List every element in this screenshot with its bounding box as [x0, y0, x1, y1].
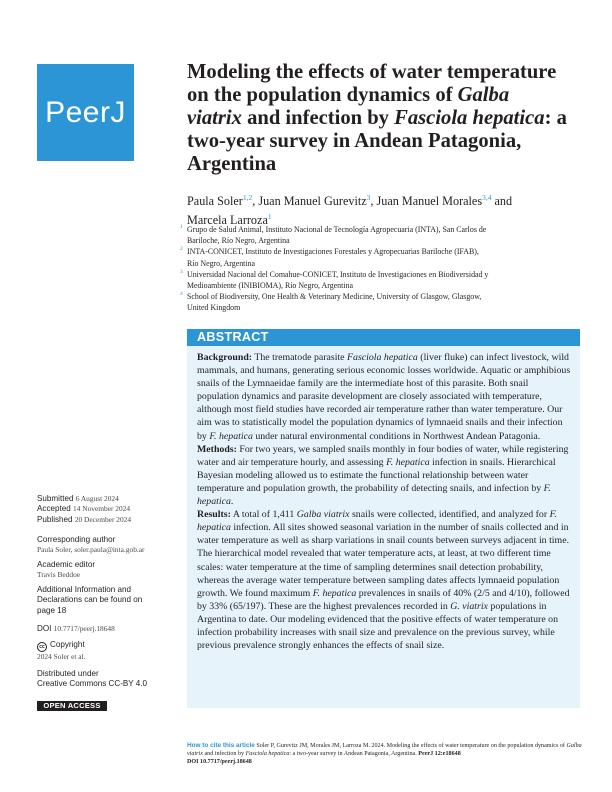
- paper-title: Modeling the effects of water temperature on the population dynamics of Galba viatrix and infection by Fasciola hepatica: a two-year survey in Andean Patagonia, Argentina: [187, 61, 567, 175]
- citation: How to cite this article Soler P, Gurevitz JM, Morales JM, Larroza M. 2024. Modeling the effects of water temperature on the population dynamics of Galba viatrix and infection by Fasciola hepatica: a two-year survey in Andean Patagonia, Argentina. PeerJ 12:e18648 DOI 10.7717/peerj.18648: [187, 742, 582, 766]
- author-link[interactable]: Paula Soler$^{1,2}$: [187, 193, 253, 209]
- license-link[interactable]: Creative Commons CC-BY 4.0: [37, 679, 148, 689]
- abstract-body: [187, 346, 580, 708]
- license: Distributed under Creative Commons CC-BY 4.0: [37, 669, 177, 690]
- abstract-methods: Methods: For two years, we sampled snails monthly in four bodies of water, while registering water and air temperature hourly, and assessing F. hepatica infection in snails. Hierarchical Bayesian modeling allowed us to estimate the functional relationship between water temperature and population growth, the probability of detecting snails, and infection by F. hepatica.: [197, 443, 569, 508]
- corresponding-author: Corresponding author Paula Soler, soler.paula@inta.gob.ar: [37, 535, 177, 556]
- corresponding-email[interactable]: Paula Soler, soler.paula@inta.gob.ar: [37, 545, 145, 555]
- affiliation-item: 4 School of Biodiversity, One Health & Veterinary Medicine, University of Glasgow, Glasgow, United Kingdom: [180, 291, 482, 313]
- academic-editor: Academic editor Travis Beddoe: [37, 560, 96, 580]
- open-access-badge: OPEN ACCESS: [37, 701, 107, 711]
- logo-text: PeerJ: [45, 95, 126, 129]
- author-link[interactable]: Juan Manuel Gurevitz$^3$: [258, 193, 371, 209]
- author-list: Paula Soler$^{1,2}$, Juan Manuel Gurevitz$^3$, Juan Manuel Morales$^{3,4}$ and Marcela Larroza$^1$: [187, 193, 513, 228]
- abstract-results: Results: A total of 1,411 Galba viatrix snails were collected, identified, and analyzed for F. hepatica infection. All sites showed seasonal variation in the number of snails collected and in water temperature as well as sharp variations in snail counts between surveys adjacent in time. The hierarchical model revealed that water temperature acts, at least, at two different time scales: water temperature at the time of sampling determines snail detection probability, whereas the average water temperature between sampling dates affects lymnaeid population growth. We found maximum F. hepatica prevalences in snails of 40% (2/5 and 4/10), followed by 33% (65/197). These are the highest prevalences recorded in G. viatrix populations in Argentina to date. Our modeling evidenced that the positive effects of water temperature on infection probability increases with snail size and prevalence on the previous survey, while previous prevalence strongly enhances the effects of snail size.: [197, 509, 570, 652]
- doi: DOI 10.7717/peerj.18648: [37, 624, 115, 633]
- citation-doi[interactable]: DOI 10.7717/peerj.18648: [187, 759, 252, 766]
- affiliation-item: 1 Grupo de Salud Animal, Instituto Nacional de Tecnología Agropecuaria (INTA), San Carlos de Bariloche, Río Negro, Argentina: [180, 224, 487, 246]
- doi-link[interactable]: 10.7717/peerj.18648: [53, 624, 115, 633]
- abstract-heading: ABSTRACT: [187, 329, 580, 346]
- author-link[interactable]: Marcela Larroza$^1$: [187, 212, 272, 228]
- additional-info[interactable]: Additional Information and Declarations can be found on page 18: [37, 585, 143, 615]
- abstract-background: Background: The trematode parasite Fasciola hepatica (liver fluke) can infect livestock, wild mammals, and humans, generating serious economic losses worldwide. Aquatic or amphibious snails of the Lymnaeidae family are the intermediate host of this parasite. Both snail population dynamics and parasite development are closely associated with temperature, although most field studies have recorded air temperature rather than water temperature. Our aim was to statistically model the population dynamics of lymnaeid snails and their infection by F. hepatica under natural environmental conditions in Northwest Andean Patagonia.: [197, 352, 571, 442]
- copyright: cc Copyright 2024 Soler et al.: [37, 640, 86, 661]
- creative-commons-icon: cc: [37, 642, 47, 652]
- submission-dates: Submitted 6 August 2024 Accepted 14 November 2024 Published 20 December 2024: [37, 494, 132, 524]
- affiliations: [180, 224, 585, 314]
- peerj-logo: [37, 64, 134, 161]
- affiliation-item: 3 Universidad Nacional del Comahue-CONICET, Instituto de Investigaciones en Biodiversidad y Medioambiente (INIBIOMA), Río Negro, Argentina: [180, 268, 489, 291]
- author-link[interactable]: Juan Manuel Morales$^{3,4}$: [376, 193, 492, 209]
- affiliation-item: 2 INTA-CONICET, Instituto de Investigaciones Forestales y Agropecuarias Bariloche (IFAB), Río Negro, Argentina: [180, 246, 479, 268]
